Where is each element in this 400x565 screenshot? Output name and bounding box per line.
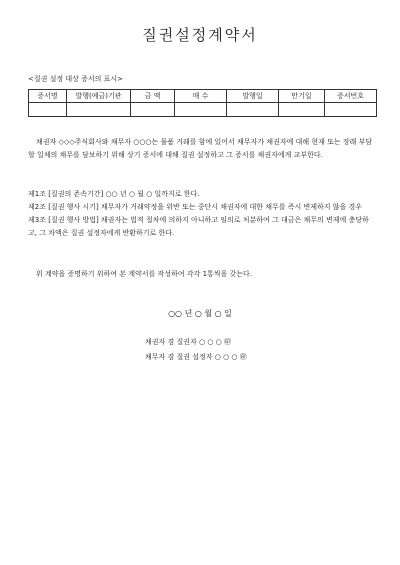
table-cell (29, 103, 67, 117)
table-cell (279, 103, 325, 117)
document-title: 질권설정계약서 (142, 26, 258, 44)
certificate-table (28, 89, 377, 117)
article-2: 제2조 [질권 행사 시기] 채무자가 거래약정을 위반 또는 중단시 채권자에 대한 채무를 즉시 변제하지 않을 경우 (28, 203, 363, 211)
table-cell (227, 103, 279, 117)
table-cell (325, 103, 377, 117)
header-count: 매 수 (175, 90, 227, 103)
header-cert-number: 증서번호 (325, 90, 377, 103)
table-row (29, 103, 377, 117)
table-cell (67, 103, 131, 117)
header-issuer: 발행(예금)기관 (67, 90, 131, 103)
intro-paragraph: 채권자 ◇◇◇주식회사와 채무자 ○○○는 물품 거래를 함에 있어서 채무자가 채권자에 대해 현재 또는 장래 부담할 일체의 채무를 담보하기 위해 상기 증서에 대해 질권 설정하고 그 증서를 채권자에게 교부한다. (28, 138, 373, 159)
header-amount: 금 액 (131, 90, 175, 103)
table-cell (175, 103, 227, 117)
contract-date: ○○ 년 ○ 월 ○ 일 (168, 309, 232, 318)
article-3: 제3조 [질권 행사 방법] 채권자는 법적 절차에 의하지 아니하고 임의로 처분하여 그 대금은 채무의 변제에 충당하고, 그 차액은 질권 설정자에게 반환하기로 한다. (28, 216, 369, 237)
header-cert-name: 증서명 (29, 90, 67, 103)
creditor-signature: 채권자 겸 질권자 ○ ○ ○ ㊞ (145, 338, 232, 346)
table-cell (131, 103, 175, 117)
header-maturity-date: 만기일 (279, 90, 325, 103)
section-label: <질권 설정 대상 증서의 표시> (28, 75, 124, 83)
header-issue-date: 발행일 (227, 90, 279, 103)
closing-paragraph: 위 계약을 증명하기 위하여 본 계약서를 작성하여 각각 1통씩을 갖는다. (36, 270, 253, 278)
articles (28, 188, 374, 240)
article-1: 제1조 [질권의 존속기간] ○○ 년 ○ 월 ○ 일까지로 한다. (28, 190, 200, 198)
debtor-signature: 채무자 겸 질권 설정자 ○ ○ ○ ㊞ (145, 353, 247, 361)
table-header-row (29, 90, 377, 103)
